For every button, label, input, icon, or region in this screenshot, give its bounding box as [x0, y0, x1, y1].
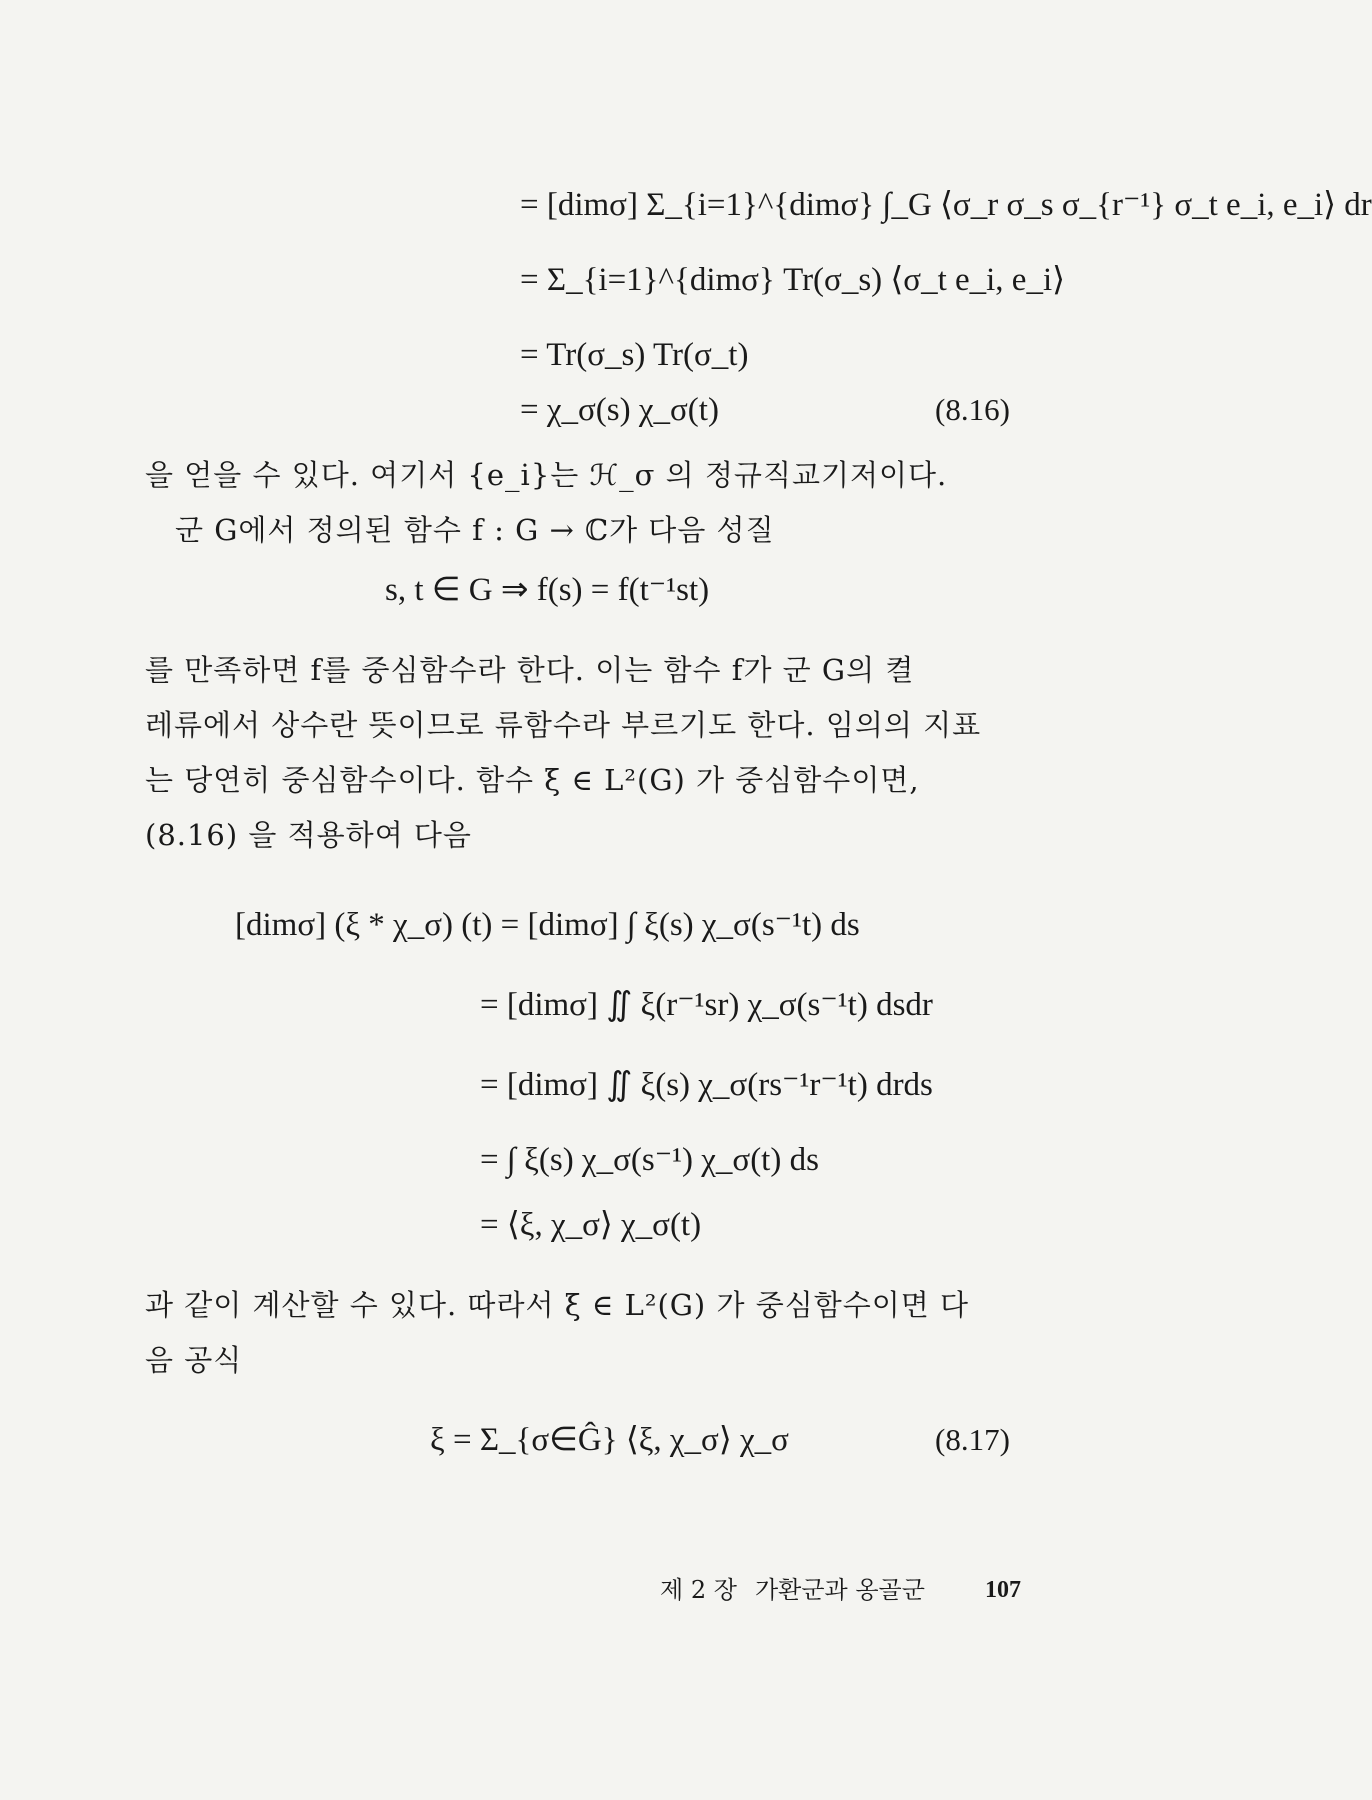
body-text: 음 공식: [145, 1343, 243, 1377]
equation-line: = ∫ ξ(s) χ_σ(s⁻¹) χ_σ(t) ds: [480, 1142, 819, 1178]
equation-number: (8.17): [935, 1422, 1010, 1457]
page-number: 107: [985, 1577, 1021, 1603]
equation-line: [dimσ] (ξ * χ_σ) (t) = [dimσ] ∫ ξ(s) χ_σ(s⁻¹t) ds: [235, 907, 860, 943]
body-text: 레류에서 상수란 뜻이므로 류함수라 부르기도 한다. 임의의 지표: [145, 708, 982, 742]
equation-line: = [dimσ] Σ_{i=1}^{dimσ} ∫_G ⟨σ_r σ_s σ_{r⁻¹} σ_t e_i, e_i⟩ dr: [520, 187, 1372, 223]
equation-line: = [dimσ] ∬ ξ(s) χ_σ(rs⁻¹r⁻¹t) drds: [480, 1067, 933, 1103]
equation-line: = χ_σ(s) χ_σ(t): [520, 392, 719, 428]
equation-line: = Tr(σ_s) Tr(σ_t): [520, 337, 749, 373]
body-text: (8.16) 을 적용하여 다음: [145, 818, 472, 852]
body-text: 을 얻을 수 있다. 여기서 {e_i}는 ℋ_σ 의 정규직교기저이다.: [145, 458, 948, 492]
body-text: 군 G에서 정의된 함수 f : G → ℂ가 다음 성질: [175, 513, 775, 547]
formula-8-17: ξ = Σ_{σ∈Ĝ} ⟨ξ, χ_σ⟩ χ_σ: [430, 1422, 789, 1458]
body-text: 는 당연히 중심함수이다. 함수 ξ ∈ L²(G) 가 중심함수이면,: [145, 763, 920, 797]
footer-title: 가환군과 옹골군: [755, 1576, 925, 1604]
body-text: 를 만족하면 f를 중심함수라 한다. 이는 함수 f가 군 G의 켤: [145, 653, 915, 687]
equation-line: = [dimσ] ∬ ξ(r⁻¹sr) χ_σ(s⁻¹t) dsdr: [480, 987, 933, 1023]
footer-chapter: 제 2 장: [660, 1576, 737, 1604]
body-text: 과 같이 계산할 수 있다. 따라서 ξ ∈ L²(G) 가 중심함수이면 다: [145, 1288, 970, 1322]
equation-line: = Σ_{i=1}^{dimσ} Tr(σ_s) ⟨σ_t e_i, e_i⟩: [520, 262, 1065, 298]
equation-number: (8.16): [935, 392, 1010, 427]
equation-line: = ⟨ξ, χ_σ⟩ χ_σ(t): [480, 1207, 702, 1243]
condition-formula: s, t ∈ G ⇒ f(s) = f(t⁻¹st): [385, 572, 710, 608]
